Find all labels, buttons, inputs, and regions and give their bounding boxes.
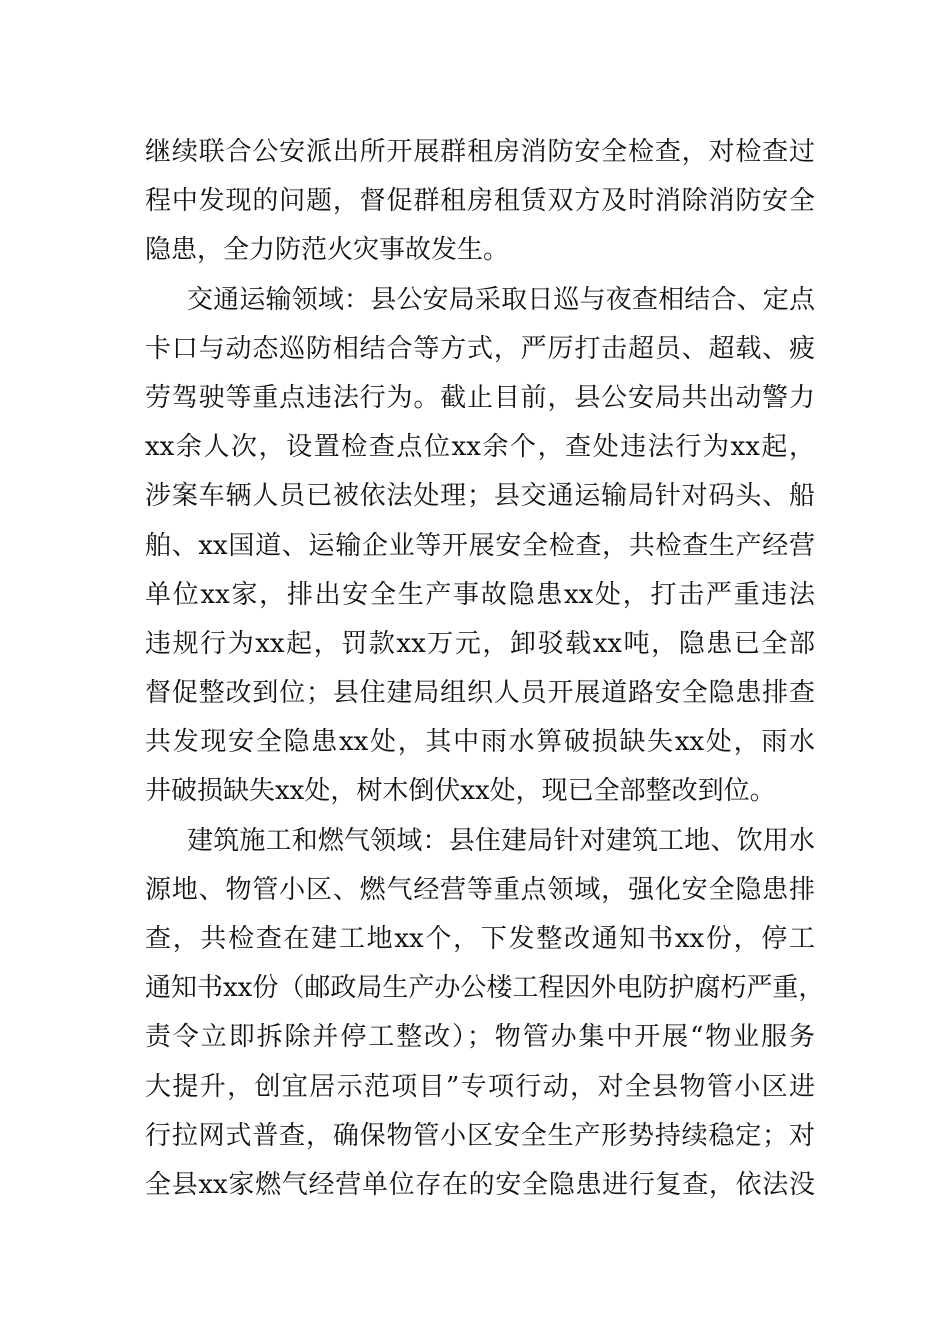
text-line: 卡口与动态巡防相结合等方式，严厉打击超员、超载、疲 [145,333,815,364]
text-line: 舶、xx国道、运输企业等开展安全检查，共检查生产经营 [145,530,815,561]
text-line: 行拉网式普查，确保物管小区安全生产形势持续稳定；对 [145,1120,815,1151]
text-line: 通知书xx份（邮政局生产办公楼工程因外电防护腐朽严重， [145,973,825,1004]
text-line: 劳驾驶等重点违法行为。截止目前，县公安局共出动警力 [145,382,815,413]
document-body [145,128,825,1210]
text-line: 隐患，全力防范火灾事故发生。 [145,235,510,266]
text-line: xx余人次，设置检查点位xx余个，查处违法行为xx起， [145,432,815,463]
text-line: 查，共检查在建工地xx个，下发整改通知书xx份，停工 [145,924,815,954]
text-line: 程中发现的问题，督促群租房租赁双方及时消除消防安全 [145,186,815,217]
paragraph-start-line: 建筑施工和燃气领域：县住建局针对建筑工地、饮用水 [187,825,815,856]
text-line: 违规行为xx起，罚款xx万元，卸驳载xx吨，隐患已全部 [145,628,815,659]
text-line: 责令立即拆除并停工整改）；物管办集中开展“物业服务 [145,1022,815,1053]
text-line: 共发现安全隐患xx处，其中雨水箅破损缺失xx处，雨水 [145,727,815,758]
text-line: 源地、物管小区、燃气经营等重点领域，强化安全隐患排 [145,874,815,905]
paragraph-start-line: 交通运输领域：县公安局采取日巡与夜查相结合、定点 [187,284,815,315]
text-line: 督促整改到位；县住建局组织人员开展道路安全隐患排查 [145,678,815,709]
text-line: 大提升，创宜居示范项目”专项行动，对全县物管小区进 [145,1071,815,1102]
text-line: 单位xx家，排出安全生产事故隐患xx处，打击严重违法 [145,579,815,610]
text-line: 井破损缺失xx处，树木倒伏xx处，现已全部整改到位。 [145,776,776,807]
text-line: 继续联合公安派出所开展群租房消防安全检查，对检查过 [145,137,815,167]
text-line: 涉案车辆人员已被依法处理；县交通运输局针对码头、船 [145,481,815,512]
text-line: 全县xx家燃气经营单位存在的安全隐患进行复查，依法没 [145,1169,815,1200]
